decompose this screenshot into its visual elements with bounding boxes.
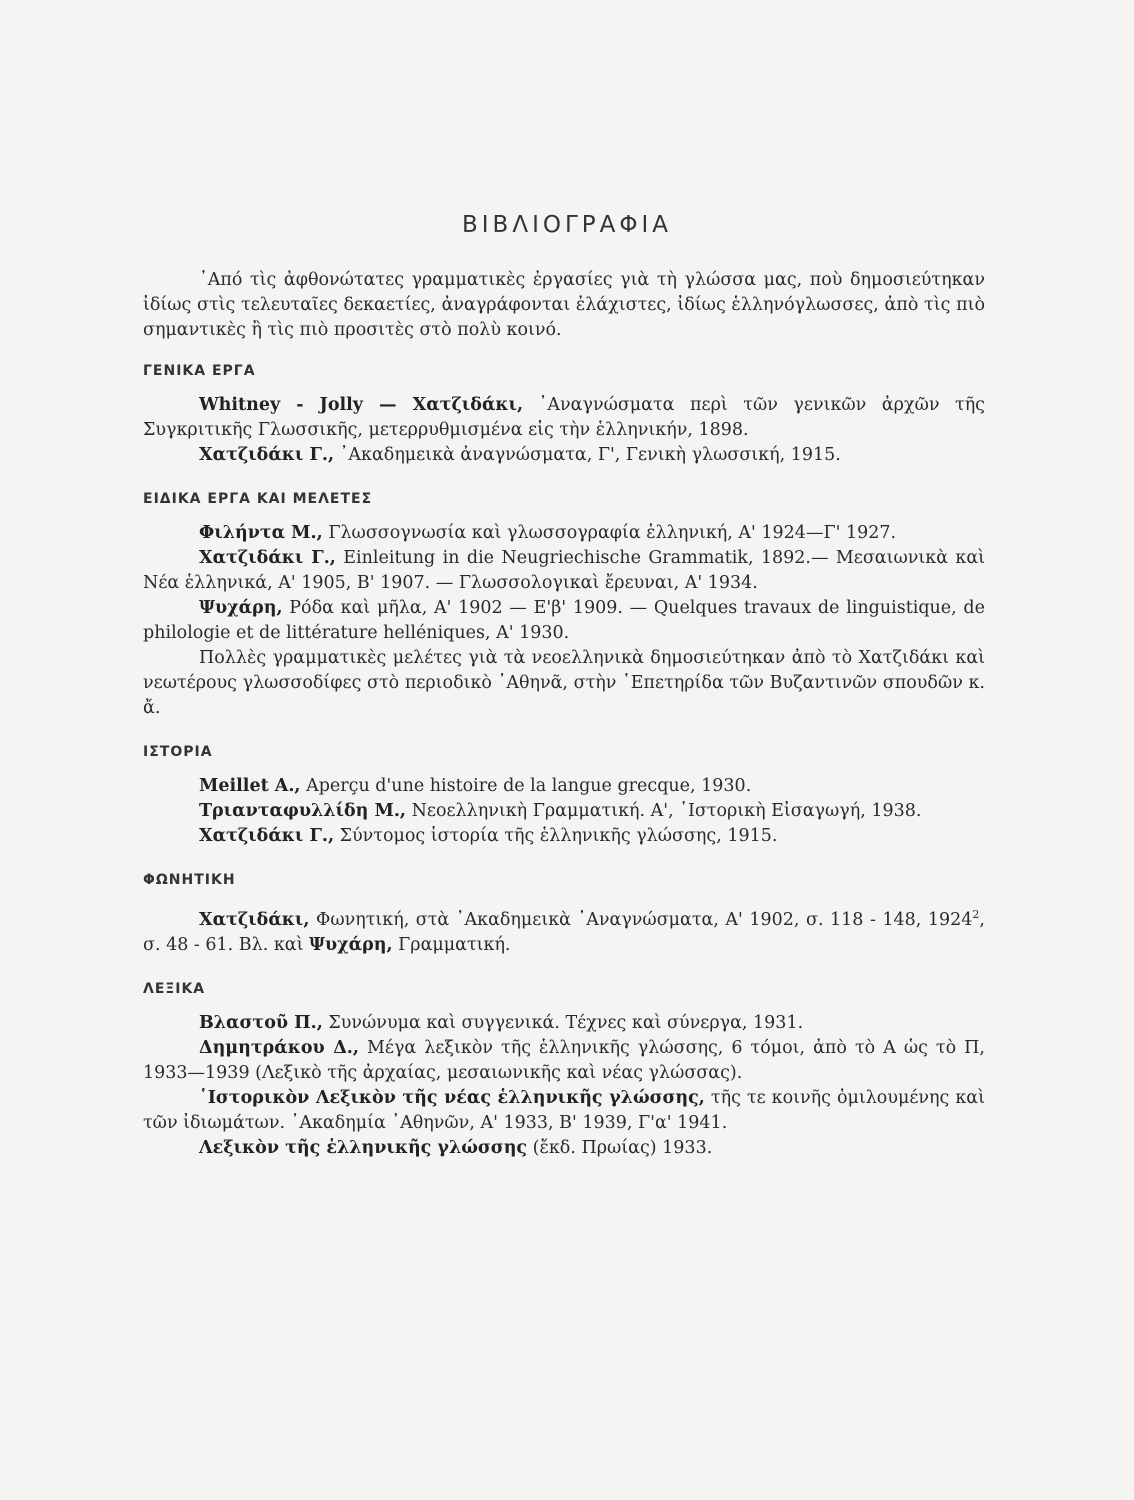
entry-author: Δημητράκου Δ., (199, 1037, 359, 1058)
entry-text: Συνώνυμα καὶ συγγενικά. Τέχνες καὶ σύνεργα, 1931. (322, 1012, 804, 1033)
entry-text: Μέγα λεξικὸν τῆς ἑλληνικῆς γλώσσης, 6 τόμοι, ἀπὸ τὸ Α ὡς τὸ Π, 1933—1939 (Λεξικὸ τῆς ἀρχαίας, μεσαιωνικῆς καὶ νέας γλώσσας). (143, 1037, 985, 1083)
entry-author: Ψυχάρη, (309, 934, 393, 955)
edition-superscript: 2 (972, 908, 980, 921)
entry-special-1 (143, 521, 985, 546)
entry-text: Γλωσσογνωσία καὶ γλωσσογραφία ἑλληνική, Α' 1924—Γ' 1927. (322, 523, 897, 543)
intro-paragraph: ᾿Από τὶς ἀφθονώτατες γραμματικὲς ἐργασίες γιὰ τὴ γλώσσα μας, ποὺ δημοσιεύτηκαν ἰδίως στὶς τελευταῖες δεκαετίες, ἀναγράφονται ἐλάχιστες, ἰδίως ἑλληνόγλωσσες, ἀπὸ τὶς πιὸ σημαντικὲς ἢ τὶς πιὸ προσιτὲς στὸ πολὺ κοινό. (143, 270, 985, 340)
special-note: Πολλὲς γραμματικὲς μελέτες γιὰ τὰ νεοελληνικὰ δημοσιεύτηκαν ἀπὸ τὸ Χατζιδάκι καὶ νεωτέρους γλωσσοδίφες στὸ περιοδικὸ ᾿Αθηνᾶ, στὴν ῾Επετηρίδα τῶν Βυζαντινῶν σπουδῶν κ. ἄ. (143, 648, 985, 718)
entry-author: Χατζιδάκι Γ., (199, 548, 336, 568)
entry-author: Meillet A., (199, 776, 301, 796)
entry-text: (ἔκδ. Πρωίας) 1933. (527, 1137, 713, 1158)
entry-author: Χατζιδάκι Γ., (199, 826, 335, 846)
entry-lexica-1 (143, 1011, 985, 1036)
entry-history-1 (143, 774, 985, 799)
section-heading-special: ΕΙΔΙΚΑ ΕΡΓΑ ΚΑΙ ΜΕΛΕΤΕΣ (143, 491, 373, 507)
entry-phonetics-1 (143, 902, 985, 958)
entry-text: ᾿Αναγνώσματα περὶ τῶν γενικῶν ἀρχῶν τῆς Συγκριτικῆς Γλωσσικῆς, μετερρυθμισμένα εἰς τὴν ἑλληνικήν, 1898. (143, 395, 985, 440)
entry-author: Λεξικὸν τῆς ἑλληνικῆς γλώσσης (199, 1137, 528, 1158)
section-heading-history: ΙΣΤΟΡΙΑ (143, 744, 213, 760)
entry-author: Χατζιδάκι, (199, 909, 310, 930)
entry-special-2 (143, 546, 985, 596)
entry-lexica-2 (143, 1036, 985, 1086)
entry-general-2 (143, 443, 985, 468)
entry-lexica-4 (143, 1136, 985, 1161)
entry-general-1 (143, 393, 985, 443)
entry-text: Φωνητική, στὰ ᾿Ακαδημεικὰ ᾿Αναγνώσματα, Α' 1902, σ. 118 - 148, 1924 (309, 909, 973, 930)
entry-author: Whitney - Jolly — Χατζιδάκι, (199, 395, 524, 415)
page-title: ΒΙΒΛΙΟΓΡΑΦΙΑ (462, 212, 672, 238)
entry-text: Σύντομος ἱστορία τῆς ἑλληνικῆς γλώσσης, 1915. (334, 826, 778, 846)
entry-author: Τριανταφυλλίδη Μ., (199, 801, 407, 821)
bibliography-content (143, 268, 985, 1161)
entry-text: Γραμματική. (392, 934, 511, 955)
entry-author: Φιλήντα Μ., (199, 523, 323, 543)
entry-lexica-3 (143, 1086, 985, 1136)
entry-history-2 (143, 799, 985, 824)
entry-text: Ρόδα καὶ μῆλα, Α' 1902 — Ε'β' 1909. — Quelques travaux de linguistique, de philologie et de littérature helléniques, Α' 1930. (143, 598, 985, 643)
entry-special-3 (143, 596, 985, 646)
entry-text: Aperçu d'une histoire de la langue grecque, 1930. (300, 776, 752, 796)
entry-text: τῆς τε κοινῆς ὁμιλουμένης καὶ τῶν ἰδιωμάτων. ᾿Ακαδημία ᾿Αθηνῶν, Α' 1933, Β' 1939, Γ'α' 1941. (143, 1087, 985, 1133)
entry-text: Νεοελληνικὴ Γραμματική. Α', ῾Ιστορικὴ Εἰσαγωγή, 1938. (406, 801, 922, 821)
entry-history-3 (143, 824, 985, 849)
section-heading-general: ΓΕΝΙΚΑ ΕΡΓΑ (143, 363, 256, 379)
entry-author: ῾Ιστορικὸν Λεξικὸν τῆς νέας ἑλληνικῆς γλώσσης, (199, 1087, 705, 1108)
entry-author: Βλαστοῦ Π., (199, 1012, 323, 1033)
section-heading-lexica: ΛΕΞΙΚΑ (143, 980, 206, 997)
entry-text: , σ. 48 - 61. Βλ. καὶ (143, 909, 985, 955)
entry-text: Einleitung in die Neugriechische Grammatik, 1892.— Μεσαιωνικὰ καὶ Νέα ἑλληνικά, Α' 1905, Β' 1907. — Γλωσσολογικαὶ ἔρευναι, Α' 1934. (143, 548, 986, 593)
entry-text: ᾿Ακαδημεικὰ ἀναγνώσματα, Γ', Γενικὴ γλωσσική, 1915. (334, 445, 841, 465)
entry-author: Χατζιδάκι Γ., (199, 445, 335, 465)
section-heading-phonetics: ΦΩΝΗΤΙΚΗ (143, 872, 236, 888)
entry-author: Ψυχάρη, (199, 598, 283, 618)
